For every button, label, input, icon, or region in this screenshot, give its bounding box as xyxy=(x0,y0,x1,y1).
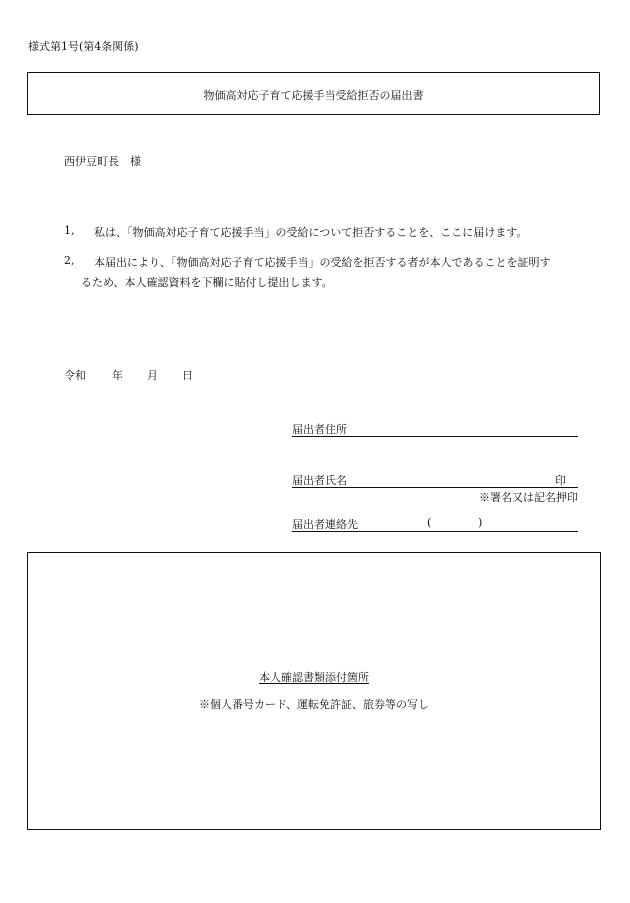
seal-mark: 印 xyxy=(555,474,566,487)
date-year: 年 xyxy=(112,369,123,382)
clause-number: 2, xyxy=(64,254,75,267)
contact-paren-open: ( xyxy=(427,516,432,529)
name-label: 届出者氏名 xyxy=(292,474,347,487)
clause-text: 本届出により、「物価高対応子育て応援手当」の受給を拒否する者が本人であることを証明す xyxy=(94,256,551,269)
addressee: 西伊豆町長 様 xyxy=(64,155,141,168)
contact-paren-close: ) xyxy=(478,516,483,529)
address-label: 届出者住所 xyxy=(292,423,347,436)
date-line xyxy=(64,367,193,383)
date-month: 月 xyxy=(147,369,158,382)
signature-note: ※署名又は記名押印 xyxy=(479,491,578,504)
attachment-heading-text: 本人確認書類添付箇所 xyxy=(259,671,369,684)
attachment-heading xyxy=(28,669,600,685)
date-day: 日 xyxy=(182,369,193,382)
contact-field[interactable] xyxy=(292,516,578,532)
date-era: 令和 xyxy=(64,369,86,382)
address-field[interactable] xyxy=(292,421,578,437)
clause-2-continuation: るため、本人確認資料を下欄に貼付し提出します。 xyxy=(81,276,333,289)
attachment-note: ※個人番号カード、運転免許証、旅券等の写し xyxy=(198,698,429,711)
title-box xyxy=(27,72,600,115)
clause-text: 私は、「物価高対応子育て応援手当」の受給について拒否することを、ここに届けます。 xyxy=(94,226,528,239)
document-title: 物価高対応子育て応援手当受給拒否の届出書 xyxy=(203,89,424,102)
contact-label: 届出者連絡先 xyxy=(292,518,358,531)
attachment-box[interactable] xyxy=(27,552,601,830)
form-number: 様式第1号(第4条関係) xyxy=(28,40,139,53)
name-field[interactable] xyxy=(292,472,578,488)
clause-number: 1, xyxy=(64,224,75,237)
